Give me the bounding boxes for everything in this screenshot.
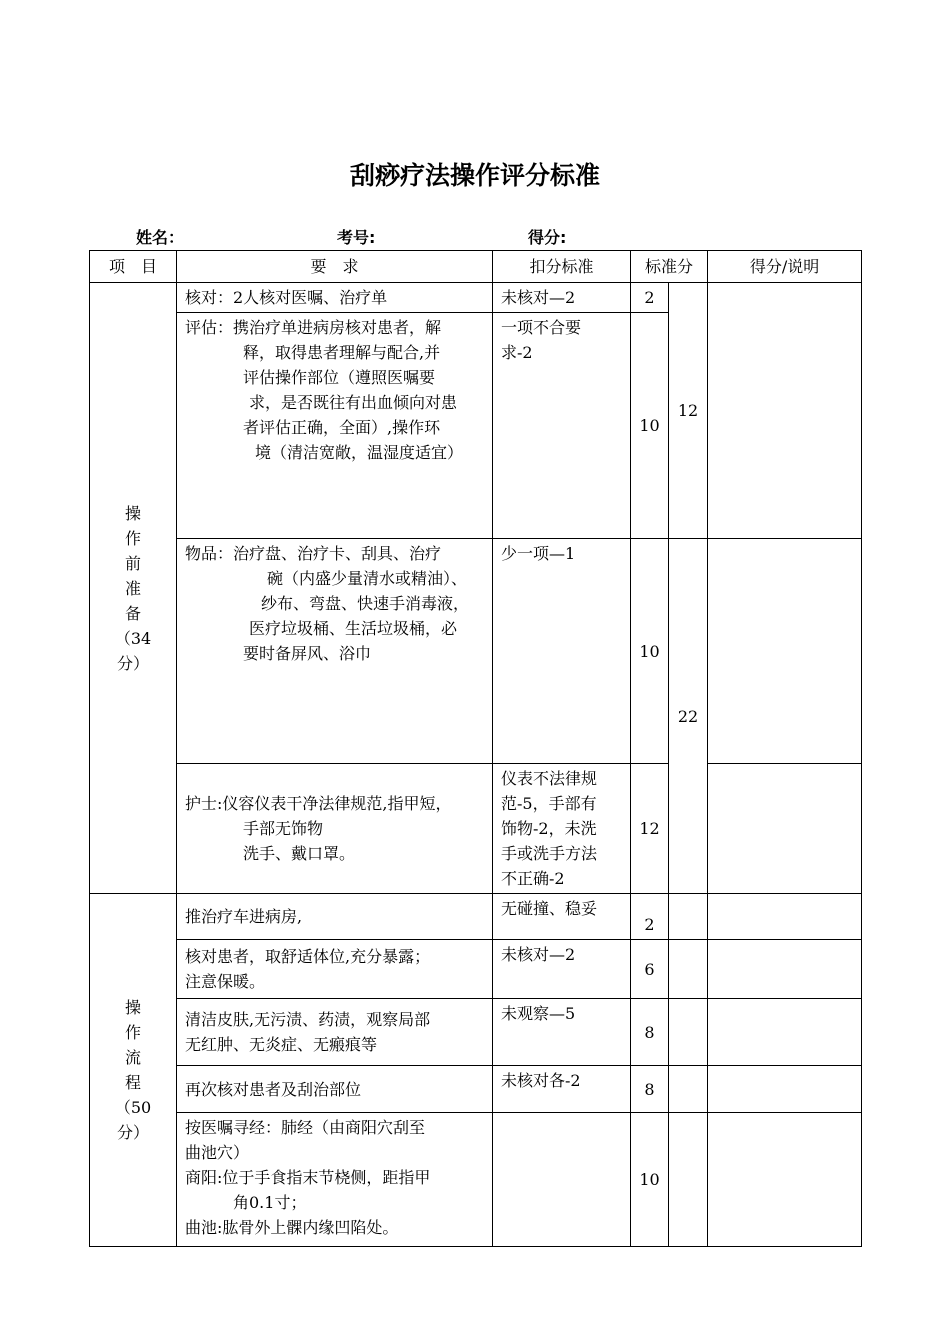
deduction-cell: 仪表不法律规 范-5，手部有 饰物-2，未洗 手或洗手方法 不正确-2	[493, 764, 631, 894]
deduction-cell	[493, 1113, 631, 1247]
header-standard-score: 标准分	[631, 251, 708, 283]
category-cell: 操 作 前 准 备 （34 分）	[90, 283, 177, 894]
subtotal-cell	[669, 999, 708, 1066]
score-cell: 12	[631, 764, 669, 894]
table-row	[90, 539, 862, 764]
score-cell: 2	[631, 283, 669, 313]
subtotal-cell	[669, 894, 708, 940]
table-row	[90, 940, 862, 999]
scoring-table	[89, 250, 862, 1247]
requirement-cell: 清洁皮肤,无污渍、药渍，观察局部 无红肿、无炎症、无瘢痕等	[177, 999, 493, 1066]
score-label: 得分:	[528, 228, 567, 247]
remark-cell	[708, 894, 862, 940]
name-label: 姓名：	[136, 228, 185, 247]
deduction-cell: 未核对—2	[493, 283, 631, 313]
header-deduction: 扣分标准	[493, 251, 631, 283]
score-cell: 10	[631, 539, 669, 764]
table-header-row	[90, 251, 862, 283]
score-cell: 2	[631, 894, 669, 940]
table-row	[90, 894, 862, 940]
header-requirement: 要 求	[177, 251, 493, 283]
deduction-cell: 未核对各-2	[493, 1066, 631, 1113]
requirement-cell: 评估：携治疗单进病房核对患者，解 释，取得患者理解与配合,并 评估操作部位（遵照医嘱要 求，是否既往有出血倾向对患 者评估正确，全面）,操作环 境（清洁宽敞，温湿度适宜）	[177, 313, 493, 539]
score-cell: 6	[631, 940, 669, 999]
remark-cell	[708, 1066, 862, 1113]
header-item: 项 目	[90, 251, 177, 283]
deduction-cell: 无碰撞、稳妥	[493, 894, 631, 940]
subtotal-cell	[669, 940, 708, 999]
table-row	[90, 1066, 862, 1113]
deduction-cell: 一项不合要 求-2	[493, 313, 631, 539]
table-row	[90, 999, 862, 1066]
subtotal-cell	[669, 1113, 708, 1247]
table-row	[90, 1113, 862, 1247]
remark-cell	[708, 764, 862, 894]
requirement-cell: 推治疗车进病房,	[177, 894, 493, 940]
remark-cell	[708, 283, 862, 539]
remark-cell	[708, 539, 862, 764]
requirement-cell: 核对患者，取舒适体位,充分暴露； 注意保暖。	[177, 940, 493, 999]
score-cell: 8	[631, 999, 669, 1066]
requirement-cell: 再次核对患者及刮治部位	[177, 1066, 493, 1113]
deduction-cell: 未核对—2	[493, 940, 631, 999]
table-row	[90, 764, 862, 894]
category-cell: 操 作 流 程 （50 分）	[90, 894, 177, 1247]
remark-cell	[708, 999, 862, 1066]
subtotal-cell	[669, 1066, 708, 1113]
remark-cell	[708, 940, 862, 999]
requirement-cell: 按医嘱寻经：肺经（由商阳穴刮至 曲池穴） 商阳:位于手食指末节桡侧，距指甲 角0.1寸； 曲池:肱骨外上髁内缘凹陷处。	[177, 1113, 493, 1247]
group-total-cell: 22	[669, 539, 708, 894]
header-remarks: 得分/说明	[708, 251, 862, 283]
group-total-cell: 12	[669, 283, 708, 539]
score-cell: 10	[631, 313, 669, 539]
remark-cell	[708, 1113, 862, 1247]
requirement-cell: 核对：2人核对医嘱、治疗单	[177, 283, 493, 313]
deduction-cell: 未观察—5	[493, 999, 631, 1066]
score-cell: 8	[631, 1066, 669, 1113]
deduction-cell: 少一项—1	[493, 539, 631, 764]
score-cell: 10	[631, 1113, 669, 1247]
exam-number-label: 考号:	[337, 228, 376, 247]
table-row	[90, 283, 862, 313]
requirement-cell: 物品：治疗盘、治疗卡、刮具、治疗 碗（内盛少量清水或精油）、 纱布、弯盘、快速手消毒液， 医疗垃圾桶、生活垃圾桶，必 要时备屏风、浴巾	[177, 539, 493, 764]
page-title: 刮痧疗法操作评分标准	[349, 161, 600, 190]
requirement-cell: 护士:仪容仪表干净法律规范,指甲短， 手部无饰物 洗手、戴口罩。	[177, 764, 493, 894]
